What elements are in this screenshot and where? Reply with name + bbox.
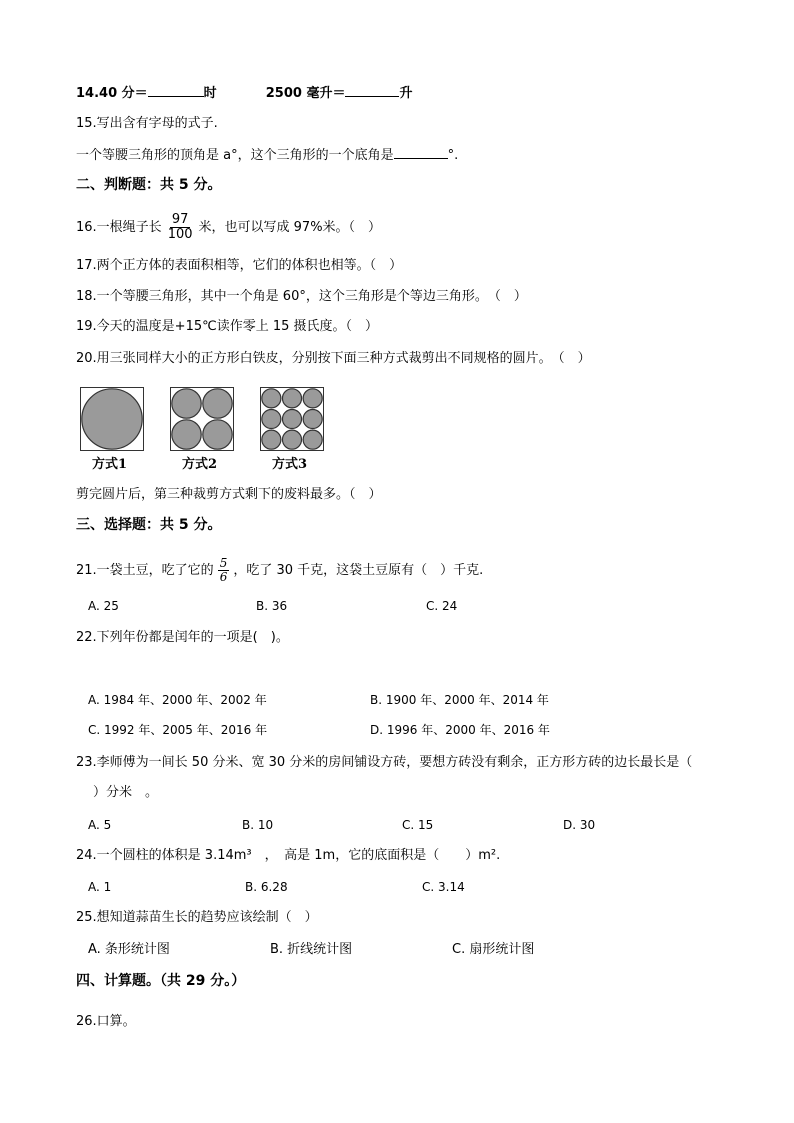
method-1-square xyxy=(80,387,144,451)
question-18: 18.一个等腰三角形，其中一个角是 60°，这个三角形是个等边三角形。 （ ） xyxy=(76,289,527,304)
q14-part-b: 2500 毫升＝ xyxy=(265,86,346,101)
method-3-circles xyxy=(261,388,323,450)
circle-piece xyxy=(303,409,322,428)
circle-piece xyxy=(172,420,201,449)
question-15-title: 15.写出含有字母的式子. xyxy=(76,116,218,131)
q14-blank-b xyxy=(345,84,399,97)
question-14 xyxy=(76,84,412,102)
circle-piece xyxy=(203,420,232,449)
q22-option-d: D. 1996 年、2000 年、2016 年 xyxy=(370,723,550,737)
q23-option-d: D. 30 xyxy=(563,818,596,832)
circle-piece xyxy=(262,430,281,449)
q24-option-a: A. 1 xyxy=(88,880,112,894)
q21-pre: 21.一袋土豆，吃了它的 xyxy=(76,563,214,578)
question-17: 17.两个正方体的表面积相等，它们的体积也相等。（ ） xyxy=(76,258,403,273)
q16-denominator: 100 xyxy=(167,227,193,242)
section-4-heading: 四、计算题。（共 29 分。） xyxy=(76,973,246,989)
q21-option-a: A. 25 xyxy=(88,599,119,613)
q14-part-a: 14.40 分＝ xyxy=(76,86,148,101)
question-19: 19.今天的温度是+15℃读作零上 15 摄氏度。（ ） xyxy=(76,319,379,334)
method-3-label: 方式3 xyxy=(272,457,308,472)
q21-option-b: B. 36 xyxy=(256,599,288,613)
q24-option-b: B. 6.28 xyxy=(245,880,288,894)
q21-numerator: 5 xyxy=(219,556,228,570)
method-2-square xyxy=(170,387,234,451)
q23-option-a: A. 5 xyxy=(88,818,112,832)
method-2-label: 方式2 xyxy=(182,457,218,472)
circle-piece xyxy=(303,430,322,449)
q15-body-pre: 一个等腰三角形的顶角是 a°，这个三角形的一个底角是 xyxy=(76,148,394,163)
method-3-square xyxy=(260,387,324,451)
q25-option-c: C. 扇形统计图 xyxy=(452,942,535,957)
question-15-body xyxy=(76,146,458,164)
circle-piece xyxy=(82,389,142,449)
question-24: 24.一个圆柱的体积是 3.14m³ ， 高是 1m，它的底面积是（ ）m². xyxy=(76,848,501,863)
q25-option-b: B. 折线统计图 xyxy=(270,942,353,957)
question-20: 20.用三张同样大小的正方形白铁皮，分别按下面三种方式裁剪出不同规格的圆片。 （ ） xyxy=(76,351,591,366)
q14-unit-b: 升 xyxy=(399,86,413,101)
method-1-label: 方式1 xyxy=(92,457,128,472)
q16-numerator: 97 xyxy=(171,212,189,227)
question-16 xyxy=(76,212,381,244)
q23-option-b: B. 10 xyxy=(242,818,274,832)
circle-piece xyxy=(282,409,301,428)
q24-option-c: C. 3.14 xyxy=(422,880,465,894)
question-26: 26.口算。 xyxy=(76,1014,136,1029)
circle-piece xyxy=(282,389,301,408)
circle-piece xyxy=(303,389,322,408)
section-2-heading: 二、判断题：共 5 分。 xyxy=(76,177,222,193)
method-2-circles xyxy=(171,388,233,450)
q14-unit-a: 时 xyxy=(203,86,217,101)
method-1-circles xyxy=(81,388,143,450)
circle-piece xyxy=(262,409,281,428)
q22-option-a: A. 1984 年、2000 年、2002 年 xyxy=(88,693,267,707)
q16-fraction xyxy=(166,213,195,242)
circle-piece xyxy=(203,389,232,418)
q21-post: ，吃了 30 千克，这袋土豆原有（ ）千克. xyxy=(233,563,484,578)
circle-piece xyxy=(172,389,201,418)
question-23-line1: 23.李师傅为一间长 50 分米、宽 30 分米的房间铺设方砖，要想方砖没有剩余，正方形方砖的边长最长是（ xyxy=(76,755,693,770)
question-23-line2: ）分米 。 xyxy=(80,785,159,800)
q15-blank xyxy=(394,146,448,159)
q21-option-c: C. 24 xyxy=(426,599,458,613)
q16-pre: 16.一根绳子长 xyxy=(76,220,162,235)
q16-post: 米，也可以写成 97%米。（ ） xyxy=(198,220,382,235)
section-3-heading: 三、选择题：共 5 分。 xyxy=(76,517,222,533)
q25-option-a: A. 条形统计图 xyxy=(88,942,170,957)
question-21 xyxy=(76,555,483,587)
question-25: 25.想知道蒜苗生长的趋势应该绘制（ ） xyxy=(76,910,318,925)
question-22: 22.下列年份都是闰年的一项是( )。 xyxy=(76,630,289,645)
q15-body-post: °. xyxy=(447,148,459,163)
circle-piece xyxy=(262,389,281,408)
q21-denominator: 6 xyxy=(219,570,228,584)
q21-fraction xyxy=(218,557,230,584)
q14-blank-a xyxy=(148,84,204,97)
q22-option-b: B. 1900 年、2000 年、2014 年 xyxy=(370,693,549,707)
q22-option-c: C. 1992 年、2005 年、2016 年 xyxy=(88,723,268,737)
question-20-followup: 剪完圆片后，第三种裁剪方式剩下的废料最多。（ ） xyxy=(76,487,382,502)
q23-option-c: C. 15 xyxy=(402,818,434,832)
circle-piece xyxy=(282,430,301,449)
